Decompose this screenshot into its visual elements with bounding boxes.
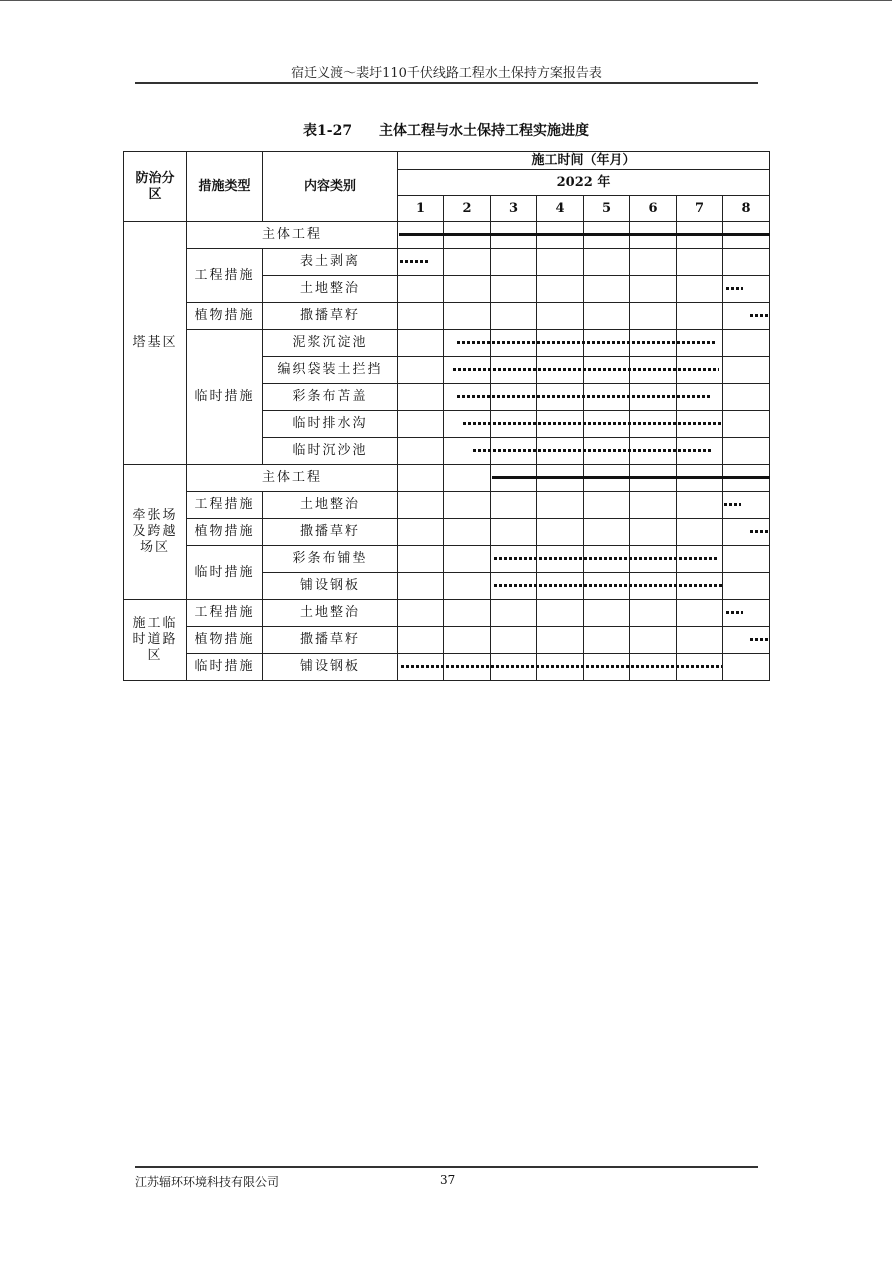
month-cell: [584, 465, 630, 492]
footer-company: 江苏辐环环境科技有限公司: [135, 1175, 280, 1189]
content-cell: 撒播草籽: [263, 519, 398, 546]
month-cell: [444, 411, 491, 438]
month-cell: [491, 573, 537, 600]
measure-cell: 临时措施: [187, 654, 263, 681]
month-cell: [677, 357, 723, 384]
month-cell: [584, 330, 630, 357]
month-cell: [491, 519, 537, 546]
month-cell: [491, 222, 537, 249]
month-cell: [491, 303, 537, 330]
month-header-3: 3: [491, 196, 537, 222]
month-cell: [398, 627, 444, 654]
page-number: 37: [440, 1173, 456, 1187]
month-cell: [630, 249, 677, 276]
month-cell: [537, 330, 584, 357]
month-cell: [444, 303, 491, 330]
zone-name: 牵张场及跨越场区: [132, 508, 178, 555]
table-row: [124, 600, 770, 627]
month-cell: [491, 276, 537, 303]
table-row: [124, 492, 770, 519]
month-cell: [584, 222, 630, 249]
month-cell: [444, 357, 491, 384]
measure-cell: 植物措施: [187, 303, 263, 330]
measure-cell: 工程措施: [187, 492, 263, 519]
month-cell: [398, 600, 444, 627]
month-cell: [398, 411, 444, 438]
month-cell: [398, 276, 444, 303]
month-cell: [723, 492, 770, 519]
month-cell: [677, 654, 723, 681]
month-cell: [491, 330, 537, 357]
month-cell: [398, 330, 444, 357]
measure-cell: 植物措施: [187, 627, 263, 654]
measure-cell: 临时措施: [187, 330, 263, 465]
month-cell: [723, 222, 770, 249]
month-header-2: 2: [444, 196, 491, 222]
month-cell: [584, 303, 630, 330]
measure-cell: 工程措施: [187, 249, 263, 303]
content-cell: 主体工程: [187, 222, 398, 249]
month-cell: [584, 492, 630, 519]
month-cell: [444, 438, 491, 465]
month-cell: [537, 465, 584, 492]
month-cell: [630, 303, 677, 330]
table-title: 主体工程与水土保持工程实施进度: [378, 123, 589, 139]
month-cell: [398, 492, 444, 519]
month-cell: [398, 654, 444, 681]
month-header-5: 5: [584, 196, 630, 222]
content-cell: 彩条布铺垫: [263, 546, 398, 573]
content-cell: 撒播草籽: [263, 627, 398, 654]
month-cell: [398, 519, 444, 546]
table-number: 表1-27: [303, 123, 353, 139]
month-header-1: 1: [398, 196, 444, 222]
zone-header-label: 防治分区: [135, 170, 175, 202]
month-cell: [537, 546, 584, 573]
month-cell: [491, 411, 537, 438]
month-cell: [537, 357, 584, 384]
month-cell: [491, 357, 537, 384]
table-row: [124, 222, 770, 249]
month-cell: [723, 330, 770, 357]
month-cell: [444, 276, 491, 303]
month-cell: [677, 438, 723, 465]
month-cell: [630, 492, 677, 519]
month-cell: [584, 276, 630, 303]
month-cell: [677, 384, 723, 411]
month-cell: [723, 357, 770, 384]
month-cell: [444, 465, 491, 492]
month-cell: [491, 546, 537, 573]
month-cell: [398, 438, 444, 465]
content-cell: 土地整治: [263, 276, 398, 303]
month-cell: [723, 249, 770, 276]
table-row: [124, 330, 770, 357]
month-cell: [444, 654, 491, 681]
month-cell: [537, 573, 584, 600]
month-cell: [630, 438, 677, 465]
month-cell: [491, 465, 537, 492]
zone-name: 施工临时道路区: [132, 616, 178, 663]
month-cell: [584, 384, 630, 411]
month-cell: [584, 438, 630, 465]
month-cell: [677, 303, 723, 330]
month-cell: [630, 465, 677, 492]
month-cell: [723, 573, 770, 600]
schedule-bar: [400, 260, 428, 263]
month-cell: [584, 573, 630, 600]
month-cell: [630, 600, 677, 627]
content-cell: 土地整治: [263, 492, 398, 519]
measure-header: 措施类型: [187, 152, 263, 222]
month-cell: [491, 438, 537, 465]
month-cell: [677, 222, 723, 249]
month-cell: [444, 573, 491, 600]
month-cell: [537, 627, 584, 654]
month-cell: [723, 465, 770, 492]
month-header-6: 6: [630, 196, 677, 222]
month-cell: [444, 222, 491, 249]
month-cell: [630, 276, 677, 303]
table-row: [124, 465, 770, 492]
month-cell: [584, 249, 630, 276]
header-rule: [135, 82, 758, 84]
month-cell: [584, 546, 630, 573]
month-cell: [723, 384, 770, 411]
table-row: [124, 627, 770, 654]
month-cell: [723, 411, 770, 438]
measure-cell: 临时措施: [187, 546, 263, 600]
month-cell: [537, 492, 584, 519]
schedule-table: [123, 151, 770, 681]
month-header-4: 4: [537, 196, 584, 222]
month-cell: [677, 465, 723, 492]
month-cell: [677, 249, 723, 276]
month-cell: [537, 276, 584, 303]
month-cell: [630, 654, 677, 681]
month-cell: [584, 357, 630, 384]
month-cell: [537, 411, 584, 438]
content-cell: 彩条布苫盖: [263, 384, 398, 411]
month-cell: [537, 222, 584, 249]
month-cell: [630, 627, 677, 654]
month-cell: [537, 519, 584, 546]
page-header: 宿迁义渡～裴圩110千伏线路工程水土保持方案报告表: [291, 66, 602, 81]
month-cell: [630, 546, 677, 573]
month-cell: [537, 249, 584, 276]
month-header-8: 8: [723, 196, 770, 222]
month-cell: [444, 627, 491, 654]
month-cell: [630, 519, 677, 546]
month-cell: [677, 411, 723, 438]
month-cell: [444, 546, 491, 573]
month-cell: [630, 330, 677, 357]
month-cell: [723, 303, 770, 330]
month-cell: [584, 519, 630, 546]
month-cell: [584, 654, 630, 681]
month-cell: [584, 600, 630, 627]
month-cell: [723, 546, 770, 573]
month-cell: [398, 465, 444, 492]
month-cell: [444, 600, 491, 627]
month-cell: [491, 492, 537, 519]
content-cell: 主体工程: [187, 465, 398, 492]
month-cell: [398, 546, 444, 573]
table-row: [124, 249, 770, 276]
month-cell: [584, 411, 630, 438]
zone-cell: [124, 600, 187, 681]
month-cell: [537, 438, 584, 465]
table-row: [124, 546, 770, 573]
month-cell: [723, 600, 770, 627]
month-cell: [537, 600, 584, 627]
month-cell: [537, 303, 584, 330]
month-cell: [537, 384, 584, 411]
month-cell: [723, 438, 770, 465]
table-row: [124, 654, 770, 681]
month-cell: [630, 411, 677, 438]
content-cell: 临时沉沙池: [263, 438, 398, 465]
content-cell: 表土剥离: [263, 249, 398, 276]
month-cell: [444, 519, 491, 546]
month-cell: [723, 627, 770, 654]
month-cell: [630, 573, 677, 600]
table-row: [124, 519, 770, 546]
month-cell: [630, 357, 677, 384]
month-cell: [444, 492, 491, 519]
content-header: 内容类别: [263, 152, 398, 222]
content-cell: 编织袋装土拦挡: [263, 357, 398, 384]
measure-cell: 工程措施: [187, 600, 263, 627]
month-cell: [723, 654, 770, 681]
month-cell: [491, 384, 537, 411]
month-cell: [537, 654, 584, 681]
footer-rule: [135, 1166, 758, 1168]
measure-cell: 植物措施: [187, 519, 263, 546]
month-cell: [630, 222, 677, 249]
month-cell: [630, 384, 677, 411]
time-header: 施工时间（年月）: [398, 152, 770, 170]
month-cell: [398, 249, 444, 276]
month-cell: [677, 519, 723, 546]
table-caption: [123, 120, 769, 140]
month-cell: [491, 654, 537, 681]
month-header-7: 7: [677, 196, 723, 222]
month-cell: [444, 249, 491, 276]
month-cell: [584, 627, 630, 654]
month-cell: [398, 357, 444, 384]
month-cell: [398, 573, 444, 600]
zone-name: 塔基区: [132, 335, 178, 350]
content-cell: 临时排水沟: [263, 411, 398, 438]
month-cell: [491, 627, 537, 654]
month-cell: [677, 276, 723, 303]
year-header: 2022 年: [398, 170, 770, 196]
content-cell: 泥浆沉淀池: [263, 330, 398, 357]
page-top-border: [0, 0, 892, 1]
month-cell: [677, 600, 723, 627]
month-cell: [444, 384, 491, 411]
month-cell: [677, 492, 723, 519]
table-row: [124, 303, 770, 330]
month-cell: [677, 330, 723, 357]
content-cell: 铺设钢板: [263, 654, 398, 681]
month-cell: [677, 627, 723, 654]
month-cell: [444, 330, 491, 357]
month-cell: [398, 384, 444, 411]
month-cell: [677, 573, 723, 600]
month-cell: [398, 303, 444, 330]
zone-header: [124, 152, 187, 222]
zone-cell: [124, 465, 187, 600]
month-cell: [723, 276, 770, 303]
month-cell: [677, 546, 723, 573]
month-cell: [723, 519, 770, 546]
month-cell: [491, 249, 537, 276]
content-cell: 土地整治: [263, 600, 398, 627]
month-cell: [491, 600, 537, 627]
zone-cell: [124, 222, 187, 465]
month-cell: [398, 222, 444, 249]
content-cell: 铺设钢板: [263, 573, 398, 600]
content-cell: 撒播草籽: [263, 303, 398, 330]
